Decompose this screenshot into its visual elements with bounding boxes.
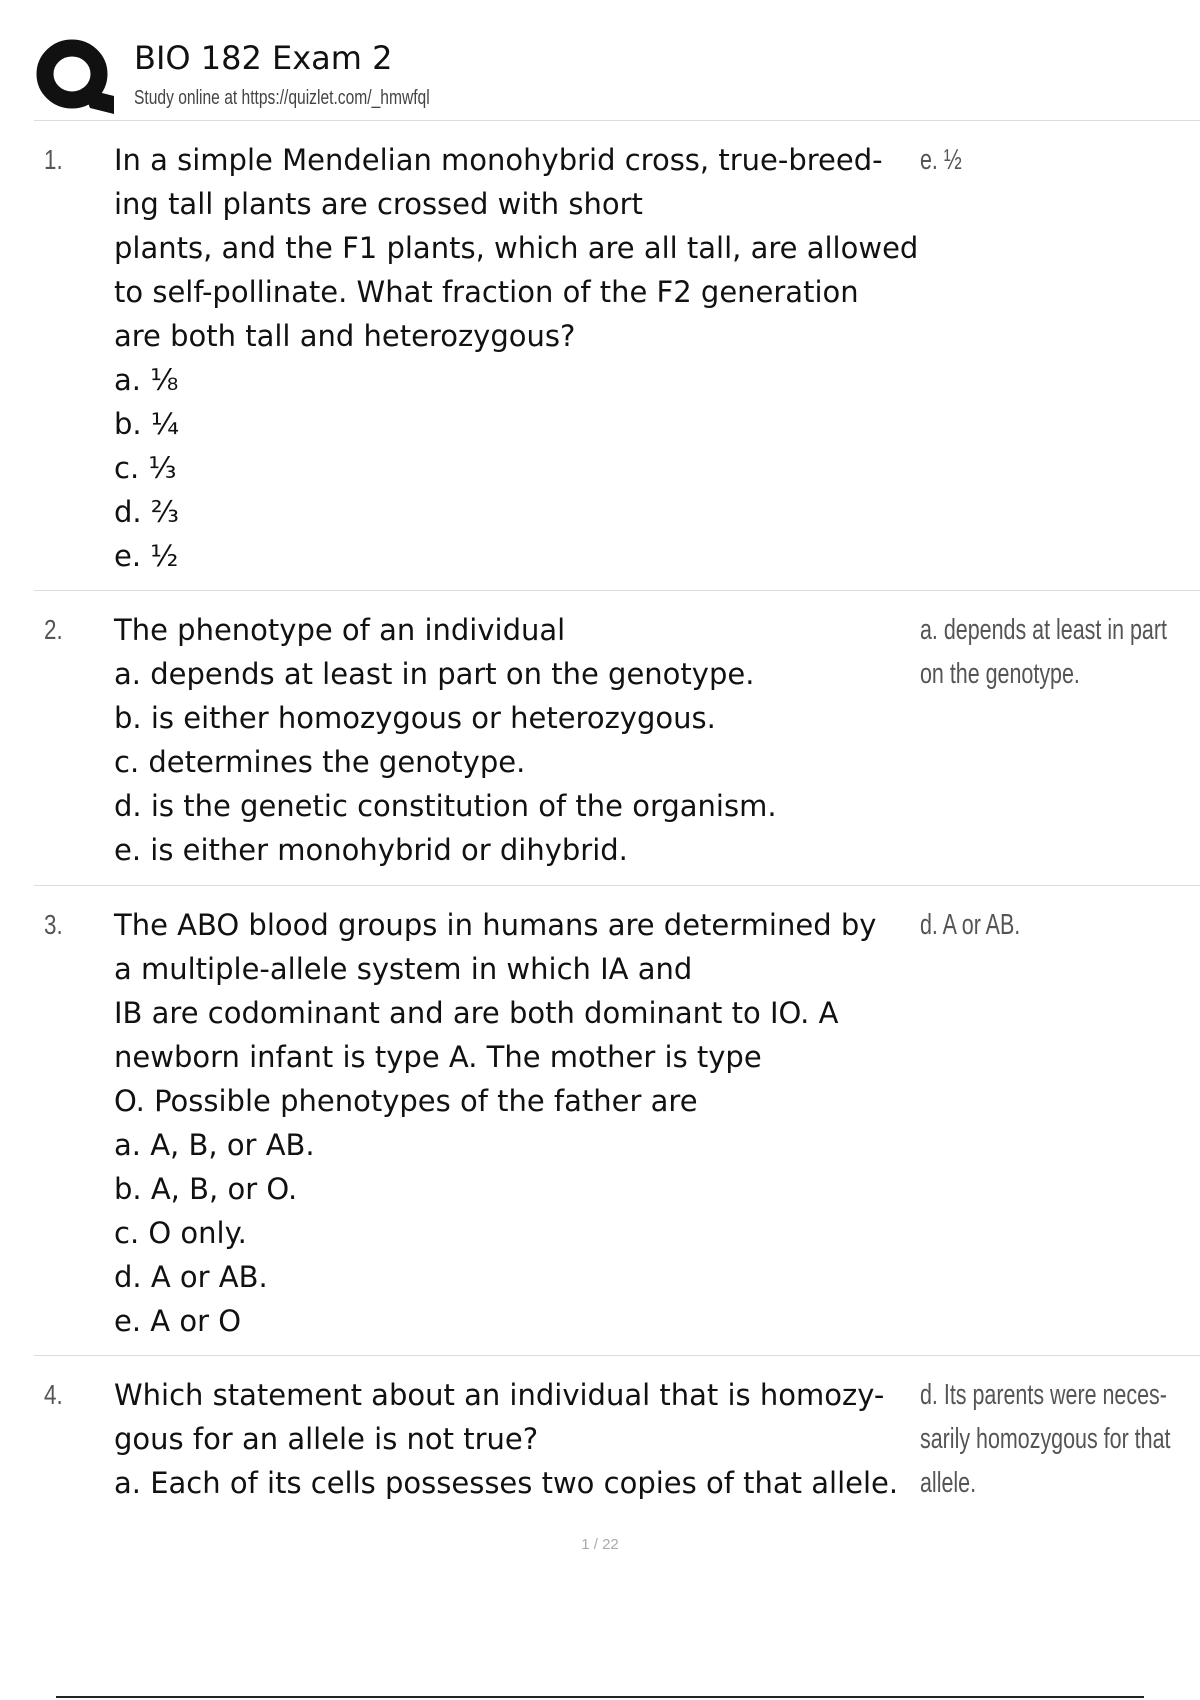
option-line: c. determines the genotype. bbox=[114, 745, 526, 779]
answer-line: e. ½ bbox=[920, 144, 962, 176]
answer-text bbox=[920, 138, 1172, 182]
question-card bbox=[34, 590, 1200, 886]
question-number: 1. bbox=[44, 144, 63, 175]
option-line: a. ⅛ bbox=[114, 363, 179, 397]
option-line: e. ½ bbox=[114, 539, 179, 573]
question-text bbox=[114, 138, 934, 578]
option-line: b. is either homozygous or heterozygous. bbox=[114, 701, 716, 735]
answer-line: sarily homozygous for that bbox=[920, 1423, 1171, 1455]
answer-text bbox=[920, 903, 1172, 947]
question-line: O. Possible phenotypes of the father are bbox=[114, 1084, 698, 1118]
page-header bbox=[34, 36, 1200, 121]
footer-divider bbox=[56, 1696, 1144, 1698]
answer-line: a. depends at least in part bbox=[920, 614, 1167, 646]
question-line: newborn infant is type A. The mother is type bbox=[114, 1040, 762, 1074]
option-line: c. O only. bbox=[114, 1216, 247, 1250]
question-text bbox=[114, 1373, 934, 1505]
question-text bbox=[114, 608, 934, 872]
question-line: The ABO blood groups in humans are determined by bbox=[114, 908, 877, 942]
question-line: are both tall and heterozygous? bbox=[114, 319, 576, 353]
question-number: 4. bbox=[44, 1379, 63, 1410]
question-number: 3. bbox=[44, 909, 63, 940]
answer-line: d. A or AB. bbox=[920, 909, 1021, 941]
answer-text bbox=[920, 1373, 1172, 1505]
question-line: to self-pollinate. What fraction of the F2 generation bbox=[114, 275, 859, 309]
option-line: c. ⅓ bbox=[114, 451, 177, 485]
option-line: e. is either monohybrid or dihybrid. bbox=[114, 833, 628, 867]
question-line: plants, and the F1 plants, which are all tall, are allowed bbox=[114, 231, 919, 265]
option-line: d. A or AB. bbox=[114, 1260, 268, 1294]
page-number: 1 / 22 bbox=[581, 1536, 619, 1553]
answer-line: allele. bbox=[920, 1467, 977, 1499]
question-line: The phenotype of an individual bbox=[114, 613, 566, 647]
quizlet-logo-icon bbox=[34, 36, 114, 116]
option-line: b. A, B, or O. bbox=[114, 1172, 298, 1206]
study-online-link[interactable]: Study online at https://quizlet.com/_hmwfql bbox=[134, 87, 430, 109]
question-line: In a simple Mendelian monohybrid cross, true-breed- bbox=[114, 143, 883, 177]
option-line: d. is the genetic constitution of the organism. bbox=[114, 789, 777, 823]
question-line: a multiple-allele system in which IA and bbox=[114, 952, 693, 986]
answer-line: on the genotype. bbox=[920, 658, 1080, 690]
answer-line: d. Its parents were neces- bbox=[920, 1379, 1167, 1411]
question-line: ing tall plants are crossed with short bbox=[114, 187, 643, 221]
document-title: BIO 182 Exam 2 bbox=[134, 39, 393, 77]
option-line: a. Each of its cells possesses two copies of that allele. bbox=[114, 1466, 899, 1500]
question-card bbox=[34, 885, 1200, 1356]
option-line: e. A or O bbox=[114, 1304, 242, 1338]
option-line: a. A, B, or AB. bbox=[114, 1128, 315, 1162]
option-line: b. ¼ bbox=[114, 407, 179, 441]
question-card bbox=[34, 120, 1200, 591]
answer-text bbox=[920, 608, 1172, 696]
question-card bbox=[34, 1355, 1200, 1515]
question-line: IB are codominant and are both dominant to IO. A bbox=[114, 996, 839, 1030]
question-line: Which statement about an individual that is homozy- bbox=[114, 1378, 885, 1412]
option-line: d. ⅔ bbox=[114, 495, 179, 529]
question-number: 2. bbox=[44, 614, 63, 645]
question-line: gous for an allele is not true? bbox=[114, 1422, 539, 1456]
question-text bbox=[114, 903, 934, 1343]
option-line: a. depends at least in part on the genotype. bbox=[114, 657, 755, 691]
